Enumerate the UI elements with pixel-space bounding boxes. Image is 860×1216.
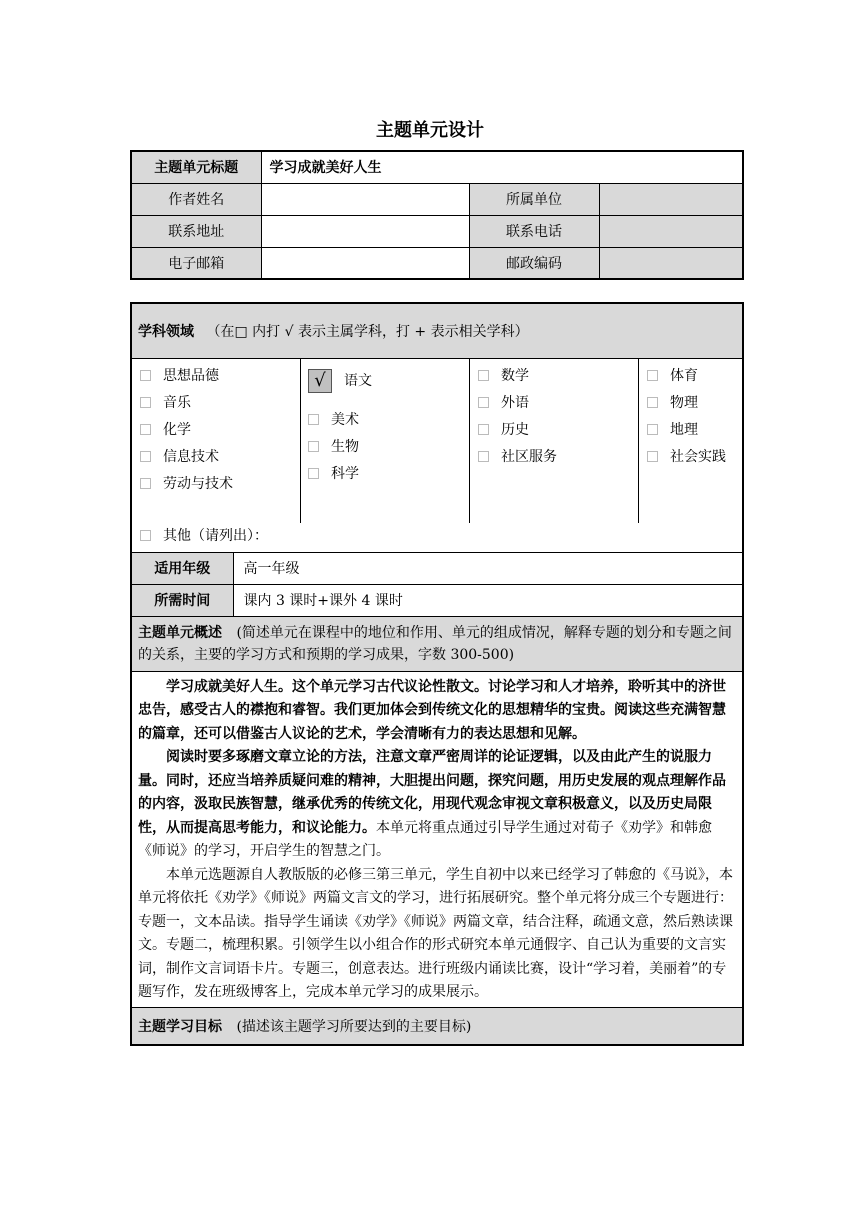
checkbox-icon[interactable] [308,441,319,452]
grade-value: 高一年级 [233,552,743,584]
unit-field[interactable] [599,183,743,215]
author-name-label: 作者姓名 [131,183,261,215]
checkmark-icon[interactable]: √ [308,369,332,393]
subject-option-biology[interactable]: 生物 [308,434,372,461]
subject-column-2 [308,363,372,488]
checkbox-icon[interactable] [140,451,151,462]
overview-paragraph-2-bold: 阅读时要多琢磨文章立论的方法，注意文章严密周详的论证逻辑，以及由此产生的说服力量。同时，还应当培养质疑问难的精神，大胆提出问题，探究问题，用历史发展的观点理解作品的内容，汲取民族智慧，继承优秀的传统文化，用现代观念审视文章积极意义，以及历史局限性，从而提高思考能力，和议论能力。 [138,749,726,836]
email-label: 电子邮箱 [131,247,261,279]
subject-option-other[interactable]: 其他（请列出）： [132,523,742,550]
goals-hint: (描述该主题学习所要达到的主要目标) [236,1018,472,1035]
phone-field[interactable] [599,215,743,247]
subject-column-3 [478,363,557,471]
checkbox-icon[interactable] [308,414,319,425]
subject-option-geography[interactable]: 地理 [647,417,726,444]
basic-info-table [130,150,744,280]
overview-paragraph-3: 本单元选题源自人教版版的必修三第三单元，学生自初中以来已经学习了韩愈的《马说》，本单元将依托《劝学》《师说》两篇文言文的学习，进行拓展研究。整个单元将分成三个专题进行：专题一，文本品读。指导学生诵读《劝学》《师说》两篇文章，结合注释，疏通文意，然后熟读课文。专题二，梳理积累。引领学生以小组合作的形式研究本单元通假字、自己认为重要的文言实词，制作文言词语卡片。专题三，创意表达。进行班级内诵读比赛，设计“学习着，美丽着”的专题写作，发在班级博客上，完成本单元学习的成果展示。 [138,866,733,1000]
checkbox-icon[interactable] [308,468,319,479]
checkbox-icon[interactable] [478,424,489,435]
phone-label: 联系电话 [469,215,599,247]
subject-option-music[interactable]: 音乐 [140,390,233,417]
subject-option-foreign-language[interactable]: 外语 [478,390,557,417]
time-label: 所需时间 [131,584,233,616]
overview-paragraph-1: 学习成就美好人生。这个单元学习古代议论性散文。讨论学习和人才培养，聆听其中的济世忠告，感受古人的襟抱和睿智。我们更加体会到传统文化的思想精华的宝贵。阅读这些充满智慧的篇章，还可以借鉴古人议论的艺术，学会清晰有力的表达思想和见解。 [138,678,726,742]
overview-paragraph-2 [138,746,736,864]
address-label: 联系地址 [131,215,261,247]
design-table [130,302,744,1046]
subject-option-chemistry[interactable]: 化学 [140,417,233,444]
goals-label: 主题学习目标 [138,1018,222,1035]
subject-option-math[interactable]: 数学 [478,363,557,390]
checkbox-icon[interactable] [140,530,151,541]
overview-body [131,671,743,1007]
subject-option-chinese[interactable]: √ 语文 [308,363,372,399]
subject-option-labor[interactable]: 劳动与技术 [140,471,233,498]
time-value: 课内 3 课时+课外 4 课时 [233,584,743,616]
unit-label: 所属单位 [469,183,599,215]
email-field[interactable] [261,247,469,279]
checkbox-icon[interactable] [647,424,658,435]
subject-option-physics[interactable]: 物理 [647,390,726,417]
subject-option-art[interactable]: 美术 [308,407,372,434]
subject-option-community[interactable]: 社区服务 [478,444,557,471]
checkbox-icon[interactable] [140,370,151,381]
grade-label: 适用年级 [131,552,233,584]
checkbox-icon[interactable] [647,370,658,381]
author-name-field[interactable] [261,183,469,215]
checkbox-icon[interactable] [478,370,489,381]
subject-area-heading: 学科领域 [138,323,194,340]
subject-option-it[interactable]: 信息技术 [140,444,233,471]
column-divider [638,359,639,523]
checkbox-icon[interactable] [647,397,658,408]
subject-option-pe[interactable]: 体育 [647,363,726,390]
subject-option-social-practice[interactable]: 社会实践 [647,444,726,471]
subject-checklist [131,358,743,552]
subject-column-4 [647,363,726,471]
overview-label: 主题单元概述 [138,624,222,641]
overview-header [131,616,743,671]
subject-column-1 [140,363,233,498]
theme-title-value: 学习成就美好人生 [261,151,743,183]
checkbox-icon[interactable] [140,424,151,435]
subject-option-history[interactable]: 历史 [478,417,557,444]
subject-option-science[interactable]: 科学 [308,461,372,488]
subject-option-moral[interactable]: 思想品德 [140,363,233,390]
checkbox-icon[interactable] [140,478,151,489]
column-divider [469,359,470,523]
postcode-field[interactable] [599,247,743,279]
column-divider [300,359,301,523]
page-title: 主题单元设计 [376,120,484,141]
checkbox-icon[interactable] [478,397,489,408]
address-field[interactable] [261,215,469,247]
overview-paragraph-2-normal: 本单元将重点通过引导学生通过对荀子《劝学》和韩愈《师说》的学习，开启学生的智慧之门。 [138,819,712,859]
checkbox-icon[interactable] [647,451,658,462]
subject-area-header [131,303,743,358]
checkbox-icon[interactable] [478,451,489,462]
postcode-label: 邮政编码 [469,247,599,279]
checkbox-icon[interactable] [140,397,151,408]
subject-area-hint: （在□ 内打 √ 表示主属学科，打 + 表示相关学科） [206,323,529,340]
goals-header [131,1007,743,1045]
overview-hint: (简述单元在课程中的地位和作用、单元的组成情况，解释专题的划分和专题之间的关系，主要的学习方式和预期的学习成果，字数 300-500) [138,624,732,663]
theme-title-label: 主题单元标题 [131,151,261,183]
